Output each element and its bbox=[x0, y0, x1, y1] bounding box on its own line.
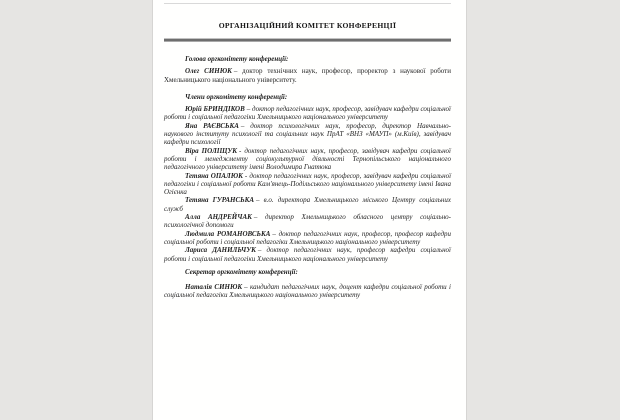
person-name: Людмила РОМАНОВСЬКА bbox=[185, 229, 271, 238]
person-name: Тетяна ОПАЛЮК bbox=[185, 171, 243, 180]
member-entry bbox=[164, 246, 451, 263]
member-entry bbox=[164, 147, 451, 172]
member-entry bbox=[164, 122, 451, 147]
person-description: – доктор педагогічних наук, професор кафедри соціальної роботи і соціальної педагогіки Хмельницького національного університету bbox=[164, 246, 451, 263]
person-description: - доктор педагогічних наук, професор, завідувач кафедри соціальної роботи і менеджменту соціокультурної діяльності Тернопільського національного педагогічного університету імені Володимира Гнатюка bbox=[164, 146, 452, 172]
section-heading-members: Члени оргкомітету конференції: bbox=[185, 92, 288, 101]
person-description: – кандидат педагогічних наук, доцент кафедри соціальної роботи і соціальної педагогіки Хмельницького національного університету bbox=[164, 283, 451, 300]
section-heading-secretary: Секретар оргкомітету конференції: bbox=[185, 267, 298, 276]
person-description: – доктор технічних наук, професор, проректор з наукової роботи Хмельницького національного університету. bbox=[164, 67, 451, 84]
person-name: Юрій БРИНДІКОВ bbox=[185, 105, 245, 114]
person-name: Олег СИНЮК bbox=[185, 67, 232, 76]
person-description: – директор Хмельницького обласного центру соціально-психологічної допомоги bbox=[164, 213, 451, 230]
person-description: – доктор психологічних наук, професор, директор Навчально-наукового інституту психології та соціальних наук ПрАТ «ВНЗ «МАУП» (м.Київ), завідувач кафедри психології bbox=[164, 121, 451, 147]
chair-entry bbox=[164, 67, 451, 84]
member-entry bbox=[164, 213, 451, 230]
person-name: Лариса ДАНИЛЬЧУК bbox=[185, 246, 256, 255]
title-underline-rule bbox=[164, 38, 451, 42]
member-entry bbox=[164, 172, 451, 197]
person-name: Яна РАЄВСЬКА bbox=[185, 121, 239, 130]
document-title: ОРГАНІЗАЦІЙНИЙ КОМІТЕТ КОНФЕРЕНЦІЇ bbox=[218, 21, 397, 30]
person-description: – доктор педагогічних наук, професор, професор кафедри соціальної роботи і соціальної педагогіки Хмельницького національного університету bbox=[164, 229, 451, 246]
person-description: – в.о. директора Хмельницького міського Центру соціальних служб bbox=[164, 196, 451, 213]
person-name: Наталія СИНЮК bbox=[185, 283, 243, 292]
person-name: Алла АНДРЕЙЧАК bbox=[185, 213, 252, 222]
person-name: Віра ПОЛІЩУК bbox=[185, 146, 238, 155]
person-description: - доктор педагогічних наук, професор, завідувач кафедри соціальної педагогіки і соціальної роботи Кам'янець-Подільського національного університету імені Івана Огієнка bbox=[164, 171, 452, 197]
member-entry bbox=[164, 230, 451, 247]
person-description: – доктор педагогічних наук, професор, завідувач кафедри соціальної роботи і соціальної педагогіки Хмельницького національного університету bbox=[164, 105, 451, 122]
person-name: Тетяна ГУРАНСЬКА bbox=[185, 196, 255, 205]
member-entry bbox=[164, 196, 451, 213]
member-entry bbox=[164, 105, 451, 122]
section-heading-chair: Голова оргкомітету конференції: bbox=[185, 55, 289, 63]
top-rule bbox=[164, 3, 451, 4]
secretary-entry bbox=[164, 283, 451, 300]
document-page bbox=[152, 0, 467, 420]
